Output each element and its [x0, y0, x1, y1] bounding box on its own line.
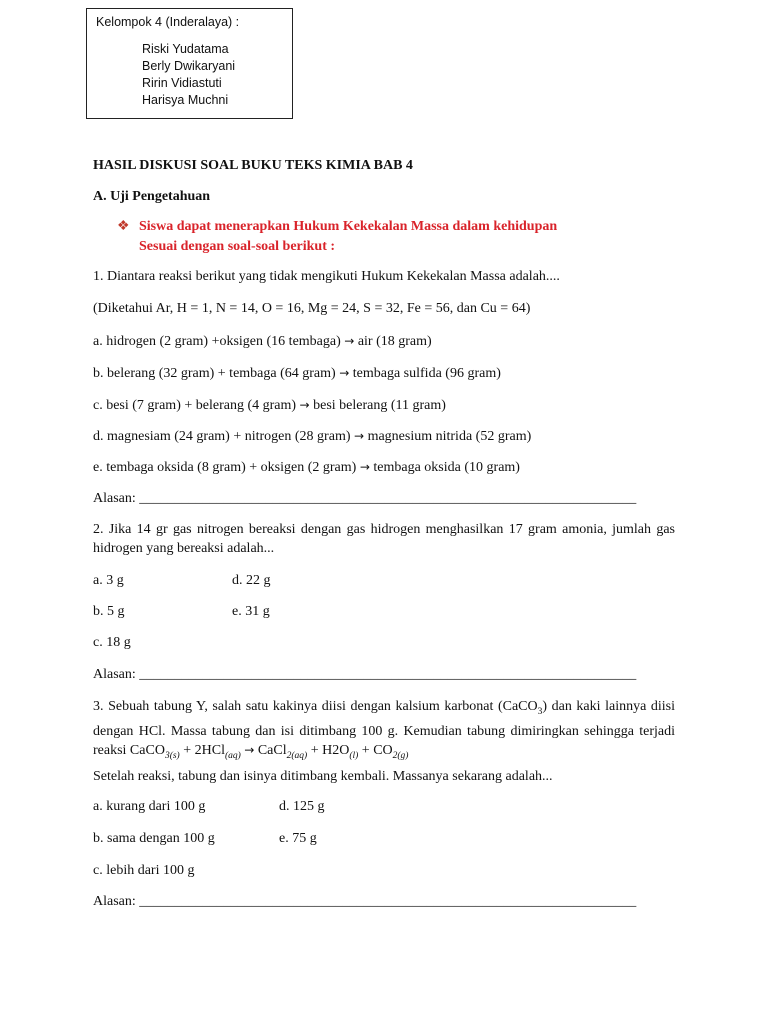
q2-question: 2. Jika 14 gr gas nitrogen bereaksi dengan gas hidrogen menghasilkan 17 gram amonia, jumlah gas hidrogen yang bereaksi adalah...	[93, 522, 675, 556]
option-product: air (18 gram)	[357, 334, 432, 349]
document-heading: HASIL DISKUSI SOAL BUKU TEKS KIMIA BAB 4	[93, 158, 413, 173]
arrow-icon: →	[344, 334, 355, 348]
q3-followup: Setelah reaksi, tabung dan isinya ditimbang kembali. Massanya sekarang adalah...	[93, 769, 553, 784]
q3-option-d: d. 125 g	[279, 799, 325, 814]
q3-option-b: b. sama dengan 100 g	[93, 831, 215, 846]
option-text: b. belerang (32 gram) + tembaga (64 gram)	[93, 366, 336, 381]
q1-reason-line: Alasan: _______________________________________________________________________	[93, 491, 637, 506]
q1-option-d	[93, 427, 531, 446]
q1-option-e	[93, 458, 520, 477]
q3-option-e: e. 75 g	[279, 831, 317, 846]
member-name: Riski Yudatama	[142, 42, 229, 56]
arrow-icon: →	[359, 460, 370, 474]
q1-option-b	[93, 364, 501, 383]
q2-option-e: e. 31 g	[232, 604, 270, 619]
q3-reason-line: Alasan: _______________________________________________________________________	[93, 894, 637, 909]
diamond-bullet-icon: ❖	[117, 219, 130, 234]
q1-question: 1. Diantara reaksi berikut yang tidak mengikuti Hukum Kekekalan Massa adalah....	[93, 269, 560, 284]
group-title: Kelompok 4 (Inderalaya) :	[96, 15, 240, 29]
q2-option-d: d. 22 g	[232, 573, 271, 588]
member-name: Berly Dwikaryani	[142, 59, 236, 73]
q3-option-a: a. kurang dari 100 g	[93, 799, 206, 814]
q3-question: 3. Sebuah tabung Y, salah satu kakinya diisi dengan kalsium karbonat (CaCO$_3$) dan kaki lainnya diisi dengan HCl. Massa tabung dan isi ditimbang 100 g. Kemudian tabung dimiringkan sehingga terjadi reaksi CaCO$_{3(s)}$ + 2HCl$_{(aq)}$ → CaCl$_{2(aq)}$ + $H2O_{(l)} + CO_{2(g)}$	[93, 699, 675, 761]
q3-option-c: c. lebih dari 100 g	[93, 863, 195, 878]
option-text: d. magnesiam (24 gram) + nitrogen (28 gram)	[93, 429, 351, 444]
member-list	[142, 41, 235, 109]
arrow-icon: →	[354, 429, 365, 443]
option-product: besi belerang (11 gram)	[313, 398, 446, 413]
q1-given: (Diketahui Ar, H = 1, N = 14, O = 16, Mg = 24, S = 32, Fe = 56, dan Cu = 64)	[93, 301, 531, 316]
member-name: Harisya Muchni	[142, 93, 229, 107]
option-text: a. hidrogen (2 gram) +oksigen (16 tembaga)	[93, 334, 341, 349]
objective-line-1: Siswa dapat menerapkan Hukum Kekekalan Massa dalam kehidupan	[139, 219, 558, 234]
option-text: e. tembaga oksida (8 gram) + oksigen (2 gram)	[93, 460, 357, 475]
q2-reason-line: Alasan: _______________________________________________________________________	[93, 667, 637, 682]
member-name: Ririn Vidiastuti	[142, 76, 222, 90]
q1-option-c	[93, 396, 446, 415]
objective-line-2: Sesuai dengan soal-soal berikut :	[139, 239, 336, 254]
q2-option-c: c. 18 g	[93, 635, 131, 650]
section-title: A. Uji Pengetahuan	[93, 189, 211, 204]
option-text: c. besi (7 gram) + belerang (4 gram)	[93, 398, 297, 413]
option-product: tembaga sulfida (96 gram)	[352, 366, 501, 381]
q2-option-b: b. 5 g	[93, 604, 125, 619]
group-info-box	[86, 8, 293, 119]
q1-option-a	[93, 332, 432, 351]
option-product: magnesium nitrida (52 gram)	[367, 429, 532, 444]
arrow-icon: →	[244, 742, 255, 757]
arrow-icon: →	[299, 398, 310, 412]
q2-option-a: a. 3 g	[93, 573, 124, 588]
option-product: tembaga oksida (10 gram)	[373, 460, 520, 475]
arrow-icon: →	[339, 366, 350, 380]
